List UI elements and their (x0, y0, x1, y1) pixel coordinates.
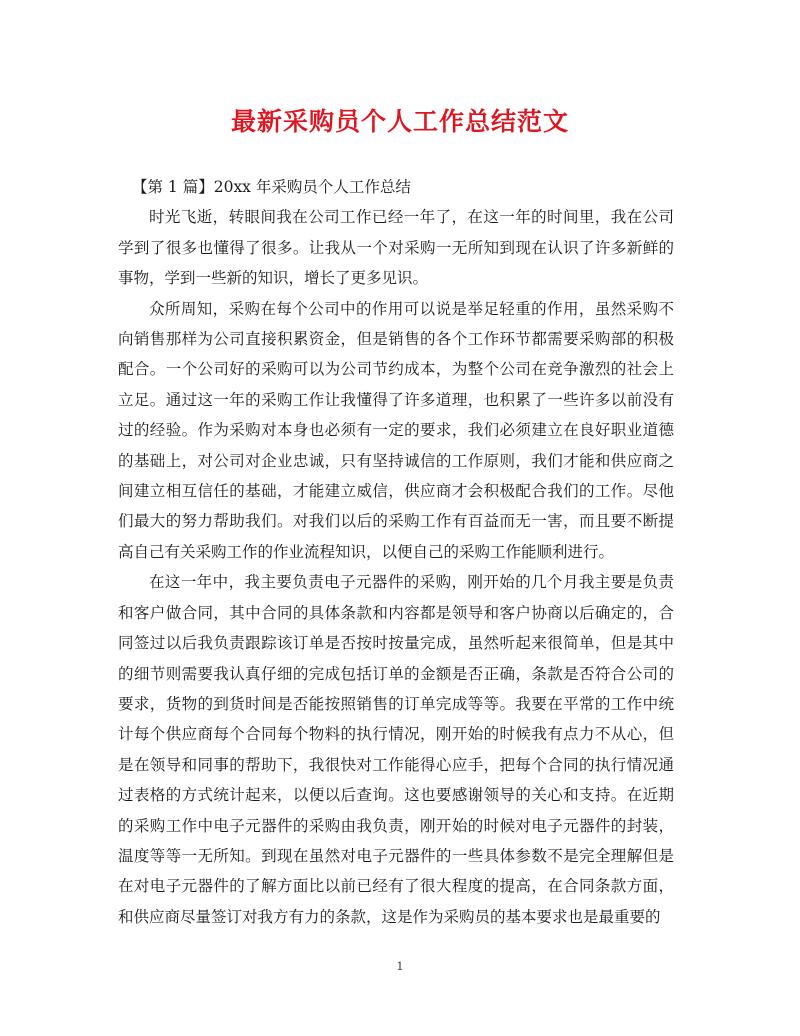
paragraph-1: 时光飞逝，转眼间我在公司工作已经一年了，在这一年的时间里，我在公司学到了很多也懂得了很多。让我从一个对采购一无所知到现在认识了许多新鲜的事物，学到一些新的知识，增长了更多见识。 (118, 208, 674, 288)
paragraph-2: 众所周知，采购在每个公司中的作用可以说是举足轻重的作用，虽然采购不向销售那样为公司直接积累资金，但是销售的各个工作环节都需要采购部的积极配合。一个公司好的采购可以为公司节约成本，为整个公司在竞争激烈的社会上立足。通过这一年的采购工作让我懂得了许多道理，也积累了一些许多以前没有过的经验。作为采购对本身也必须有一定的要求，我们必须建立在良好职业道德的基础上，对公司对企业忠诚，只有坚持诚信的工作原则，我们才能和供应商之间建立相互信任的基础，才能建立威信，供应商才会积极配合我们的工作。尽他们最大的努力帮助我们。对我们以后的采购工作有百益而无一害，而且要不断提高自己有关采购工作的作业流程知识，以便自己的采购工作能顺利进行。 (118, 299, 674, 561)
section-heading: 【第 1 篇】20xx 年采购员个人工作总结 (132, 178, 411, 196)
paragraph-3: 在这一年中，我主要负责电子元器件的采购，刚开始的几个月我主要是负责和客户做合同，其中合同的具体条款和内容都是领导和客户协商以后确定的，合同签过以后我负责跟踪该订单是否按时按量完成，虽然听起来很简单，但是其中的细节则需要我认真仔细的完成包括订单的金额是否正确，条款是否符合公司的要求，货物的到货时间是否能按照销售的订单完成等等。我要在平常的工作中统计每个供应商每个合同每个物料的执行情况，刚开始的时候我有点力不从心，但是在领导和同事的帮助下，我很快对工作能得心应手，把每个合同的执行情况通过表格的方式统计起来，以便以后查询。这也要感谢领导的关心和支持。在近期的采购工作中电子元器件的采购由我负责，刚开始的时候对电子元器件的封装，温度等等一无所知。到现在虽然对电子元器件的一些具体参数不是完全理解但是在对电子元器件的了解方面比以前已经有了很大程度的提高，在合同条款方面，和供应商尽量签订对我方有力的条款，这是作为采购员的基本要求也是最重要的 (118, 573, 674, 926)
document-body (118, 172, 674, 932)
page-number: 1 (396, 960, 404, 973)
document-title: 最新采购员个人工作总结范文 (230, 107, 569, 136)
